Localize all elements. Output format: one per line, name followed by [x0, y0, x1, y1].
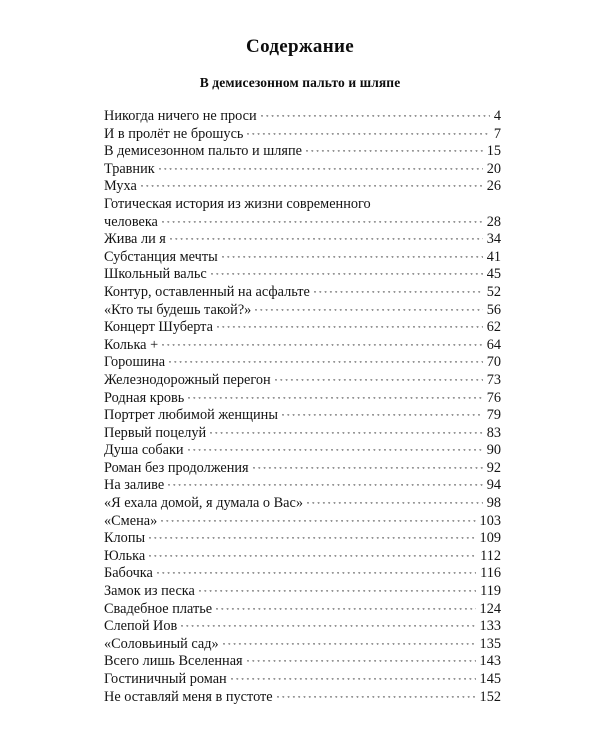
toc-entry-title: человека — [104, 213, 158, 230]
dot-leader — [247, 661, 476, 662]
dot-leader — [181, 626, 475, 627]
toc-entry[interactable] — [104, 618, 501, 636]
toc-entry-title: «Я ехала домой, я думала о Вас» — [104, 495, 304, 512]
toc-entry[interactable] — [104, 108, 501, 126]
toc-entry[interactable] — [104, 302, 501, 320]
toc-entry-page-number: 83 — [486, 424, 501, 441]
dot-leader — [149, 538, 475, 539]
toc-entry-page-number: 133 — [479, 618, 501, 635]
toc-entry-page-number: 145 — [479, 671, 501, 687]
toc-entry-title: Концерт Шуберта — [104, 319, 213, 336]
dot-leader — [282, 415, 483, 416]
toc-entry-title: Колька + — [104, 336, 159, 353]
toc-entry[interactable] — [104, 653, 501, 671]
dot-leader — [170, 239, 483, 240]
toc-entry-title: «Кто ты будешь такой?» — [104, 301, 252, 318]
dot-leader — [231, 679, 476, 680]
toc-entry-title: Бабочка — [104, 565, 153, 582]
toc-entry-title: Травник — [104, 160, 155, 177]
toc-entry-page-number: 98 — [486, 495, 501, 512]
dot-leader — [211, 274, 483, 275]
toc-entry[interactable] — [104, 530, 501, 548]
dot-leader — [161, 520, 475, 521]
toc-entry-page-number: 116 — [480, 565, 501, 582]
toc-entry-title: На заливе — [104, 477, 165, 494]
toc-entry[interactable] — [104, 214, 501, 232]
toc-entry-page-number: 52 — [486, 283, 501, 300]
toc-entry[interactable] — [104, 565, 501, 583]
toc-entry-page-number: 79 — [486, 407, 501, 424]
toc-entry-page-number: 90 — [486, 442, 501, 459]
dot-leader — [217, 327, 483, 328]
toc-entry[interactable] — [104, 284, 501, 302]
toc-entry[interactable] — [104, 354, 501, 372]
toc-entry-page-number: 76 — [486, 389, 501, 406]
toc-entry-page-number: 20 — [486, 160, 501, 177]
toc-entry-page-number: 7 — [493, 125, 501, 142]
toc-entry-title: Муха — [104, 178, 137, 195]
toc-entry-page-number: 64 — [486, 336, 501, 353]
toc-entry-title: И в пролёт не брошусь — [104, 125, 244, 142]
toc-entry-page-number: 103 — [479, 512, 501, 529]
toc-entry-title: «Смена» — [104, 512, 158, 529]
toc-entry-title: Железнодорожный перегон — [104, 371, 271, 388]
toc-entry[interactable] — [104, 636, 501, 654]
toc-entry-page-number: 4 — [493, 108, 501, 124]
toc-entry[interactable] — [104, 196, 501, 214]
toc-entry-title: Портрет любимой женщины — [104, 407, 278, 424]
toc-entry[interactable] — [104, 161, 501, 179]
toc-entry-title: Гостиничный роман — [104, 671, 227, 687]
dot-leader — [169, 362, 483, 363]
section-heading: В демисезонном пальто и шляпе — [199, 75, 401, 90]
page-title: Содержание — [246, 36, 354, 57]
toc-entry-page-number: 15 — [486, 143, 501, 160]
toc-entry-page-number: 73 — [486, 371, 501, 388]
toc-entry-page-number: 41 — [486, 248, 501, 265]
dot-leader — [168, 485, 483, 486]
dot-leader — [261, 116, 490, 117]
toc-entry[interactable] — [104, 583, 501, 601]
toc-entry[interactable] — [104, 689, 501, 707]
toc-entry[interactable] — [104, 372, 501, 390]
toc-entry-page-number: 94 — [486, 477, 501, 494]
toc-entry[interactable] — [104, 671, 501, 689]
dot-leader — [188, 397, 482, 398]
dot-leader — [223, 643, 476, 644]
toc-entry-title: Никогда ничего не проси — [104, 108, 257, 124]
toc-entry-page-number: 56 — [486, 301, 501, 318]
toc-entry-title: Жива ли я — [104, 231, 166, 248]
toc-entry-title: Клопы — [104, 530, 146, 547]
toc-entry-title: Горошина — [104, 354, 166, 371]
dot-leader — [253, 467, 483, 468]
toc-entry-title: Замок из песка — [104, 583, 195, 600]
toc-entry-title: «Соловьиный сад» — [104, 635, 219, 652]
dot-leader — [162, 221, 483, 222]
toc-entry[interactable] — [104, 266, 501, 284]
dot-leader — [199, 591, 476, 592]
toc-entry-title: Субстанция мечты — [104, 248, 218, 265]
toc-entry-page-number: 26 — [486, 178, 501, 195]
dot-leader — [159, 168, 483, 169]
toc-entry-title: Юлька — [104, 547, 146, 564]
dot-leader — [275, 379, 483, 380]
toc-entry-title: В демисезонном пальто и шляпе — [104, 143, 302, 160]
toc-entry[interactable] — [104, 442, 501, 460]
toc-entry-page-number: 135 — [479, 635, 501, 652]
toc-entry-page-number: 143 — [479, 653, 501, 670]
toc-entry-page-number: 45 — [486, 266, 501, 283]
dot-leader — [306, 151, 483, 152]
toc-entry[interactable] — [104, 249, 501, 267]
toc-entry[interactable] — [104, 548, 501, 566]
toc-entry-page-number: 152 — [479, 688, 501, 705]
toc-entry-title: Не оставляй меня в пустоте — [104, 688, 273, 705]
dot-leader — [149, 555, 476, 556]
toc-entry-page-number: 34 — [486, 231, 501, 248]
toc-entry[interactable] — [104, 495, 501, 513]
dot-leader — [314, 291, 483, 292]
toc-entry[interactable] — [104, 178, 501, 196]
dot-leader — [307, 503, 483, 504]
toc-entry-title: Школьный вальс — [104, 266, 207, 283]
dot-leader — [188, 450, 483, 451]
dot-leader — [247, 133, 489, 134]
dot-leader — [210, 432, 483, 433]
toc-entry-title: Слепой Иов — [104, 618, 178, 635]
toc-entry[interactable] — [104, 460, 501, 478]
toc-entry-page-number: 28 — [486, 213, 501, 230]
toc-entry-page-number: 112 — [480, 547, 501, 564]
toc-entry[interactable] — [104, 337, 501, 355]
toc-list — [104, 108, 501, 706]
toc-entry-title: Родная кровь — [104, 389, 185, 406]
toc-entry-title: Свадебное платье — [104, 600, 213, 617]
toc-entry-title: Первый поцелуй — [104, 424, 207, 441]
dot-leader — [222, 256, 483, 257]
toc-entry-title: Душа собаки — [104, 442, 184, 459]
toc-entry[interactable] — [104, 425, 501, 443]
toc-entry-title: Готическая история из жизни современного — [104, 195, 371, 212]
dot-leader — [157, 573, 476, 574]
toc-entry[interactable] — [104, 390, 501, 408]
toc-entry-page-number: 92 — [486, 459, 501, 476]
toc-entry[interactable] — [104, 601, 501, 619]
toc-entry[interactable] — [104, 231, 501, 249]
toc-entry-title: Контур, оставленный на асфальте — [104, 283, 310, 300]
toc-entry-page-number: 70 — [486, 354, 501, 371]
dot-leader — [277, 696, 476, 697]
dot-leader — [216, 608, 475, 609]
dot-leader — [162, 344, 483, 345]
toc-entry-page-number: 124 — [479, 600, 501, 617]
toc-entry-title: Всего лишь Вселенная — [104, 653, 243, 670]
dot-leader — [255, 309, 482, 310]
toc-entry[interactable] — [104, 143, 501, 161]
toc-entry[interactable] — [104, 407, 501, 425]
toc-entry-page-number: 109 — [479, 530, 501, 547]
toc-entry-page-number: 119 — [480, 583, 501, 600]
toc-entry-title: Роман без продолжения — [104, 459, 249, 476]
toc-entry[interactable] — [104, 319, 501, 337]
toc-entry[interactable] — [104, 513, 501, 531]
toc-entry[interactable] — [104, 477, 501, 495]
toc-entry[interactable] — [104, 126, 501, 144]
toc-entry-page-number: 62 — [486, 319, 501, 336]
dot-leader — [141, 186, 483, 187]
